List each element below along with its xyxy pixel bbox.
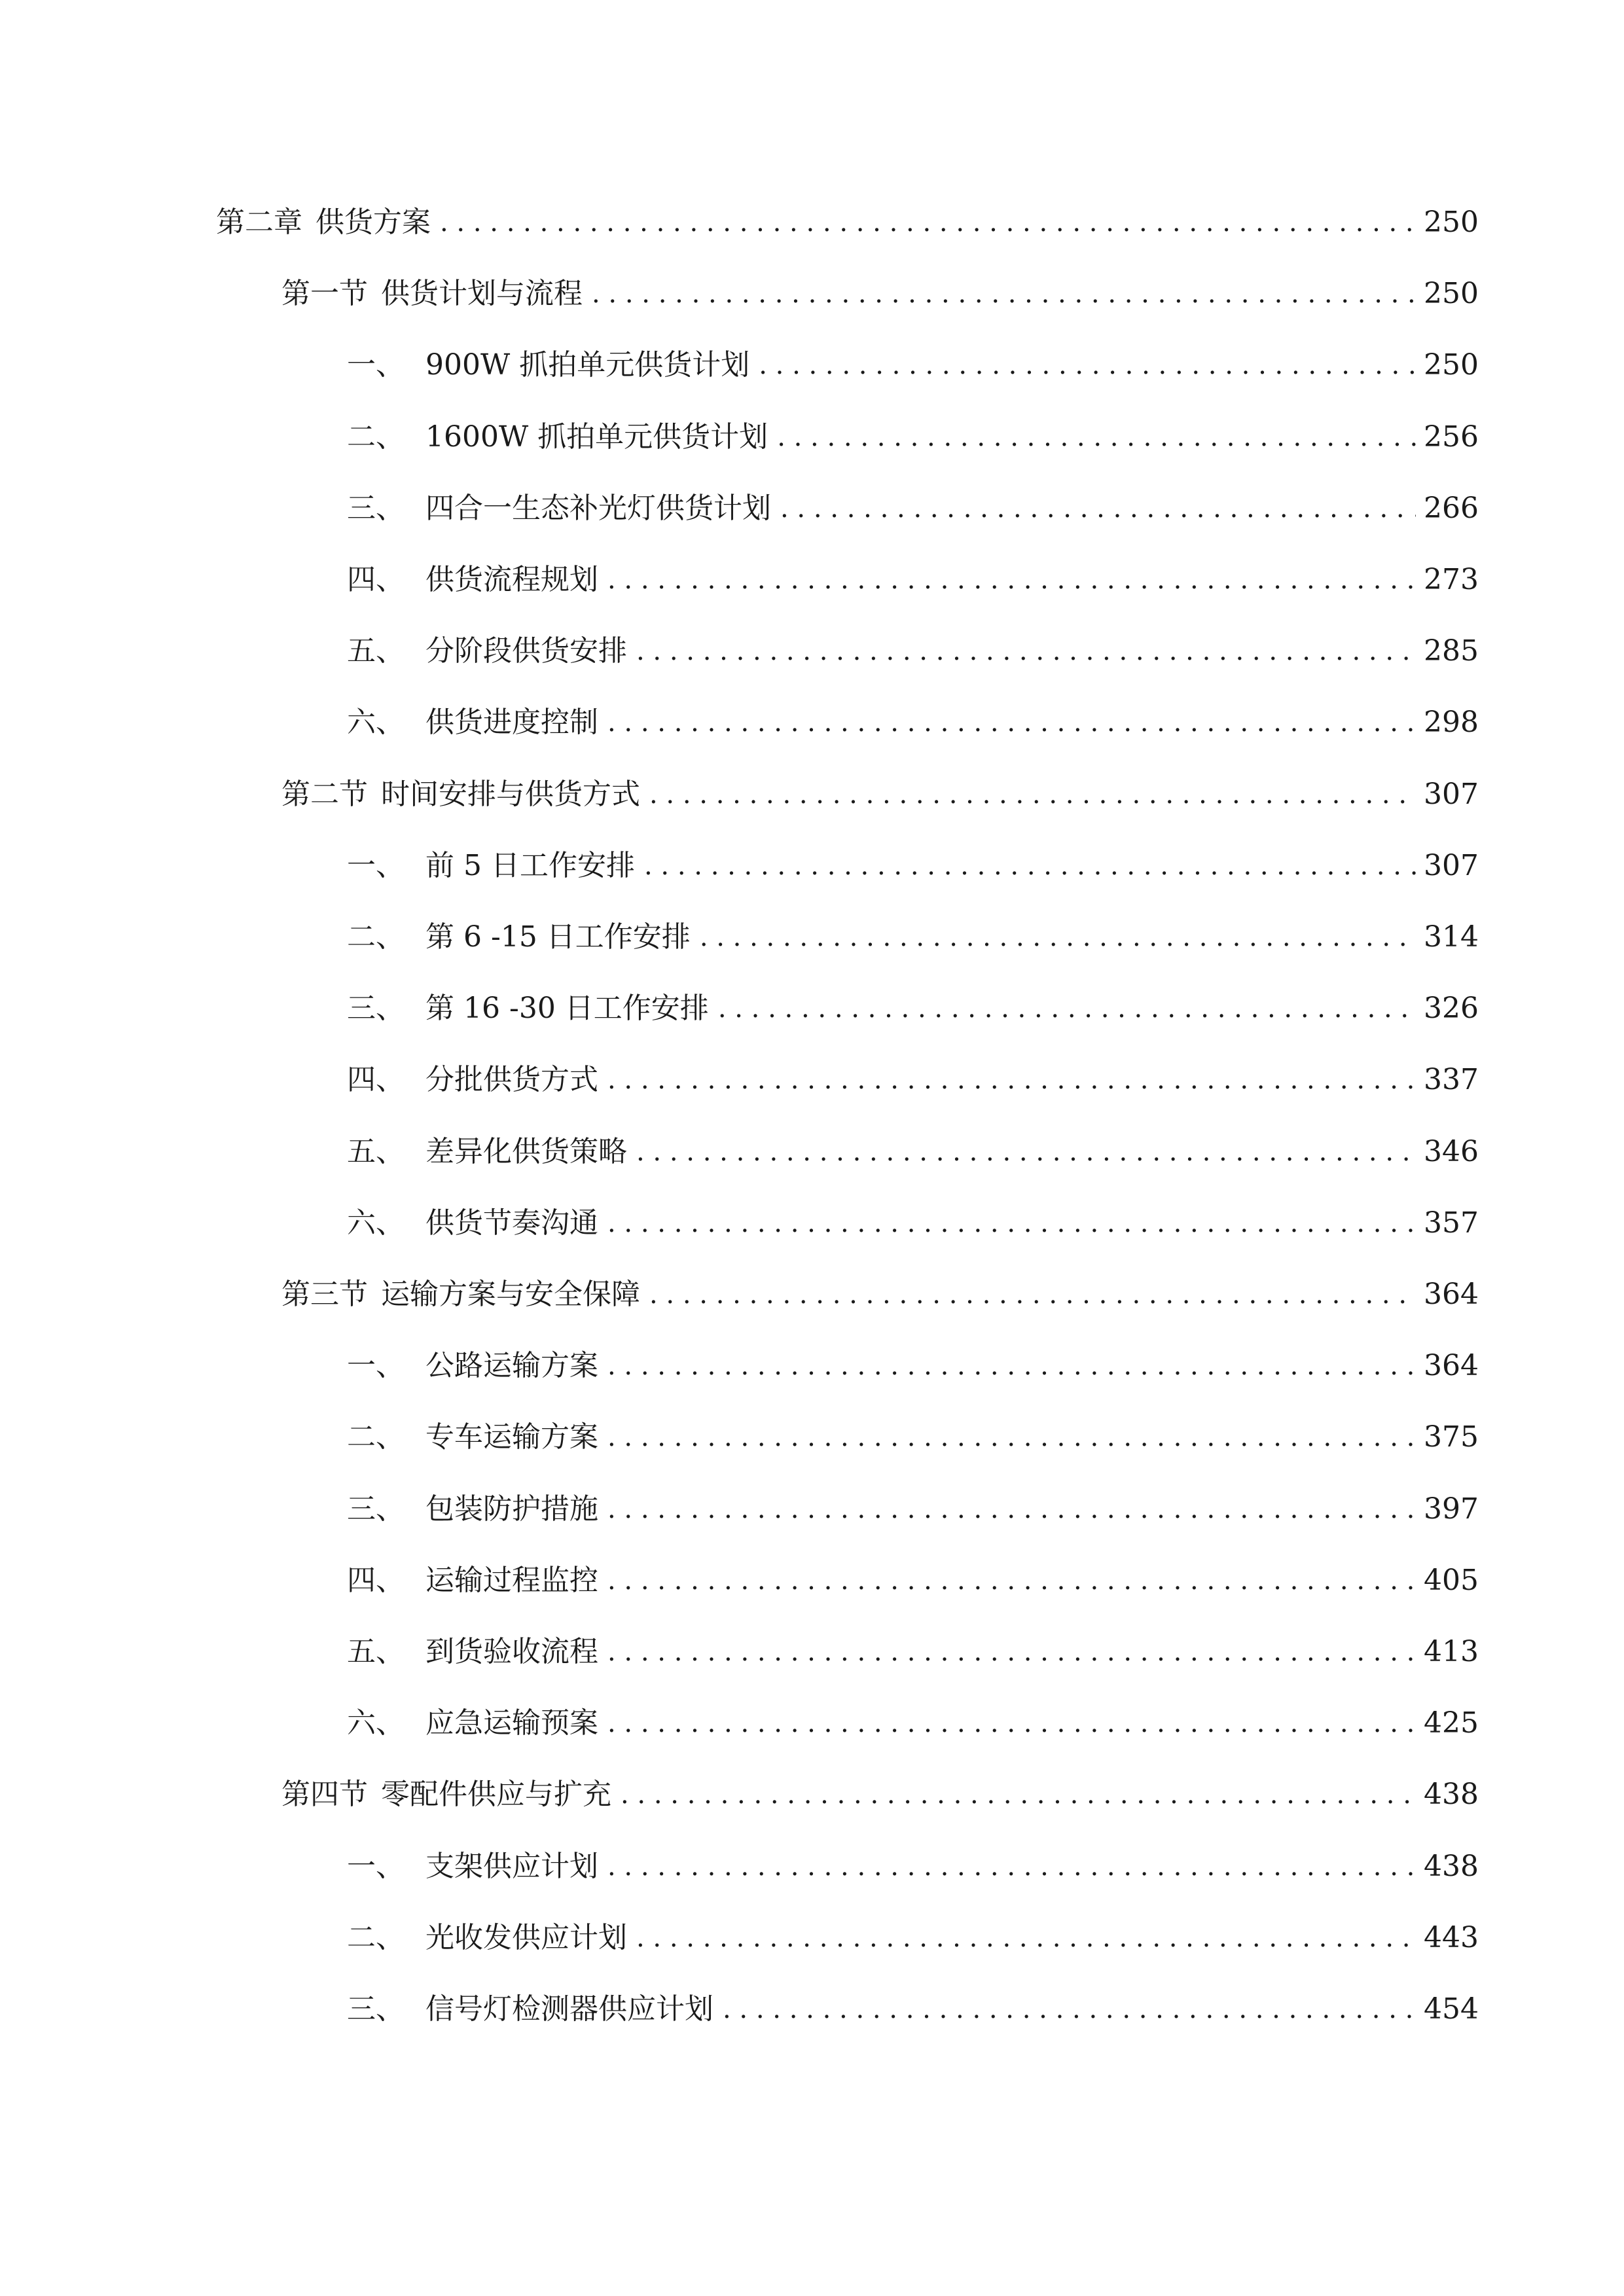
toc-entry-number: 六、 [347,706,405,739]
toc-dot-leader [780,489,1416,528]
toc-entry[interactable] [347,1054,1479,1100]
toc-entry-title: 零配件供应与扩充 [381,1778,611,1811]
toc-entry[interactable] [347,1126,1479,1172]
toc-dot-leader [621,1775,1416,1814]
toc-dot-leader [607,1346,1416,1386]
toc-entry-number: 三、 [347,992,405,1025]
toc-entry-number: 二、 [347,920,405,954]
toc-entry[interactable] [347,1697,1479,1743]
toc-entry-page-number: 438 [1424,1778,1479,1811]
toc-entry-page-number: 250 [1424,348,1479,382]
toc-entry-page-number: 346 [1424,1135,1479,1168]
toc-entry[interactable] [347,1411,1479,1457]
toc-entry[interactable] [281,268,1479,314]
toc-dot-leader [718,989,1416,1028]
toc-entry-page-number: 314 [1424,920,1479,954]
toc-dot-leader [636,1132,1416,1172]
toc-entry[interactable] [347,339,1479,385]
toc-entry[interactable] [347,1483,1479,1529]
toc-dot-leader [649,1275,1416,1314]
toc-entry-title: 供货进度控制 [425,706,598,739]
toc-entry-title: 光收发供应计划 [425,1921,627,1954]
toc-entry-page-number: 307 [1424,778,1479,811]
toc-entry-number: 第一节 [281,277,368,310]
toc-dot-leader [592,274,1416,314]
toc-dot-leader [759,346,1416,385]
toc-entry-page-number: 375 [1424,1420,1479,1454]
toc-entry-page-number: 256 [1424,420,1479,454]
toc-entry-page-number: 337 [1424,1063,1479,1096]
toc-dot-leader [700,918,1416,957]
toc-entry-title: 应急运输预案 [425,1706,598,1740]
toc-entry-page-number: 454 [1424,1992,1479,2026]
toc-dot-leader [607,1561,1416,1600]
toc-entry[interactable] [347,911,1479,957]
toc-entry[interactable] [347,1340,1479,1386]
toc-entry-number: 四、 [347,1063,405,1096]
toc-entry-page-number: 405 [1424,1564,1479,1597]
toc-dot-leader [607,1060,1416,1100]
toc-entry-page-number: 357 [1424,1206,1479,1240]
toc-entry-title: 专车运输方案 [425,1420,598,1454]
toc-dot-leader [607,1204,1416,1243]
toc-entry-page-number: 364 [1424,1278,1479,1311]
toc-entry[interactable] [347,840,1479,886]
toc-entry-page-number: 397 [1424,1492,1479,1526]
toc-entry-number: 五、 [347,634,405,668]
toc-entry-page-number: 443 [1424,1921,1479,1954]
toc-entry-title: 时间安排与供货方式 [381,778,640,811]
toc-entry[interactable] [347,1840,1479,1886]
toc-entry-number: 第二节 [281,778,368,811]
toc-dot-leader [723,1990,1416,2029]
toc-entry-number: 一、 [347,1850,405,1883]
toc-entry-number: 第三节 [281,1278,368,1311]
toc-entry[interactable] [347,1983,1479,2029]
toc-entry-number: 第二章 [216,206,302,239]
toc-entry[interactable] [347,1626,1479,1672]
toc-entry[interactable] [281,768,1479,814]
toc-entry-number: 一、 [347,1349,405,1382]
toc-entry-number: 三、 [347,1992,405,2026]
toc-dot-leader [607,1847,1416,1886]
toc-entry-page-number: 285 [1424,634,1479,668]
toc-entry-page-number: 250 [1424,277,1479,310]
toc-entry-page-number: 266 [1424,492,1479,525]
toc-entry-page-number: 413 [1424,1635,1479,1668]
toc-dot-leader [440,203,1416,242]
toc-entry-title: 运输方案与安全保障 [381,1278,640,1311]
toc-dot-leader [607,703,1416,742]
toc-dot-leader [607,1418,1416,1457]
toc-entry[interactable] [347,1554,1479,1600]
toc-entry-page-number: 364 [1424,1349,1479,1382]
toc-entry-number: 五、 [347,1135,405,1168]
toc-entry-title: 1600W 抓拍单元供货计划 [425,420,768,454]
toc-entry-title: 900W 抓拍单元供货计划 [425,348,750,382]
toc-entry[interactable] [347,482,1479,528]
toc-entry-title: 供货计划与流程 [381,277,583,310]
toc-entry-title: 分批供货方式 [425,1063,598,1096]
toc-entry[interactable] [281,1768,1479,1814]
toc-entry[interactable] [347,625,1479,671]
toc-entry-title: 供货方案 [316,206,431,239]
toc-entry-title: 供货流程规划 [425,563,598,596]
toc-entry-page-number: 250 [1424,206,1479,239]
toc-entry-page-number: 425 [1424,1706,1479,1740]
toc-entry-title: 四合一生态补光灯供货计划 [425,492,771,525]
toc-entry[interactable] [347,411,1479,457]
toc-entry[interactable] [347,696,1479,742]
toc-entry-page-number: 438 [1424,1850,1479,1883]
toc-entry-title: 分阶段供货安排 [425,634,627,668]
toc-entry-number: 三、 [347,1492,405,1526]
toc-entry-number: 二、 [347,1921,405,1954]
toc-entry-title: 差异化供货策略 [425,1135,627,1168]
toc-entry-page-number: 273 [1424,563,1479,596]
toc-entry-number: 四、 [347,563,405,596]
toc-entry[interactable] [281,1268,1479,1314]
toc-entry-title: 第 16 -30 日工作安排 [425,992,709,1025]
toc-entry-title: 公路运输方案 [425,1349,598,1382]
toc-dot-leader [607,1632,1416,1672]
toc-entry[interactable] [347,1912,1479,1958]
toc-entry-number: 五、 [347,1635,405,1668]
toc-entry-number: 一、 [347,849,405,882]
toc-entry[interactable] [216,196,1479,242]
toc-entry-number: 二、 [347,1420,405,1454]
toc-entry[interactable] [347,1197,1479,1243]
toc-entry-title: 支架供应计划 [425,1850,598,1883]
toc-entry-number: 三、 [347,492,405,525]
toc-entry-number: 二、 [347,420,405,454]
toc-entry-number: 四、 [347,1564,405,1597]
toc-dot-leader [607,560,1416,600]
toc-dot-leader [777,418,1416,457]
toc-entry[interactable] [347,982,1479,1028]
toc-entry-title: 信号灯检测器供应计划 [425,1992,713,2026]
toc-entry-number: 一、 [347,348,405,382]
toc-entry-page-number: 307 [1424,849,1479,882]
toc-entry-page-number: 326 [1424,992,1479,1025]
toc-entry-title: 前 5 日工作安排 [425,849,635,882]
toc-dot-leader [644,846,1416,886]
toc-dot-leader [649,775,1416,814]
toc-entry-title: 包装防护措施 [425,1492,598,1526]
toc-entry-title: 到货验收流程 [425,1635,598,1668]
toc-entry-title: 运输过程监控 [425,1564,598,1597]
toc-entry-number: 六、 [347,1706,405,1740]
toc-dot-leader [636,632,1416,671]
toc-entry-number: 第四节 [281,1778,368,1811]
toc-entry-title: 第 6 -15 日工作安排 [425,920,691,954]
toc-entry-number: 六、 [347,1206,405,1240]
toc-dot-leader [607,1704,1416,1743]
toc-entry[interactable] [347,554,1479,600]
toc-dot-leader [607,1490,1416,1529]
toc-entry-page-number: 298 [1424,706,1479,739]
toc-entry-title: 供货节奏沟通 [425,1206,598,1240]
toc-dot-leader [636,1918,1416,1958]
